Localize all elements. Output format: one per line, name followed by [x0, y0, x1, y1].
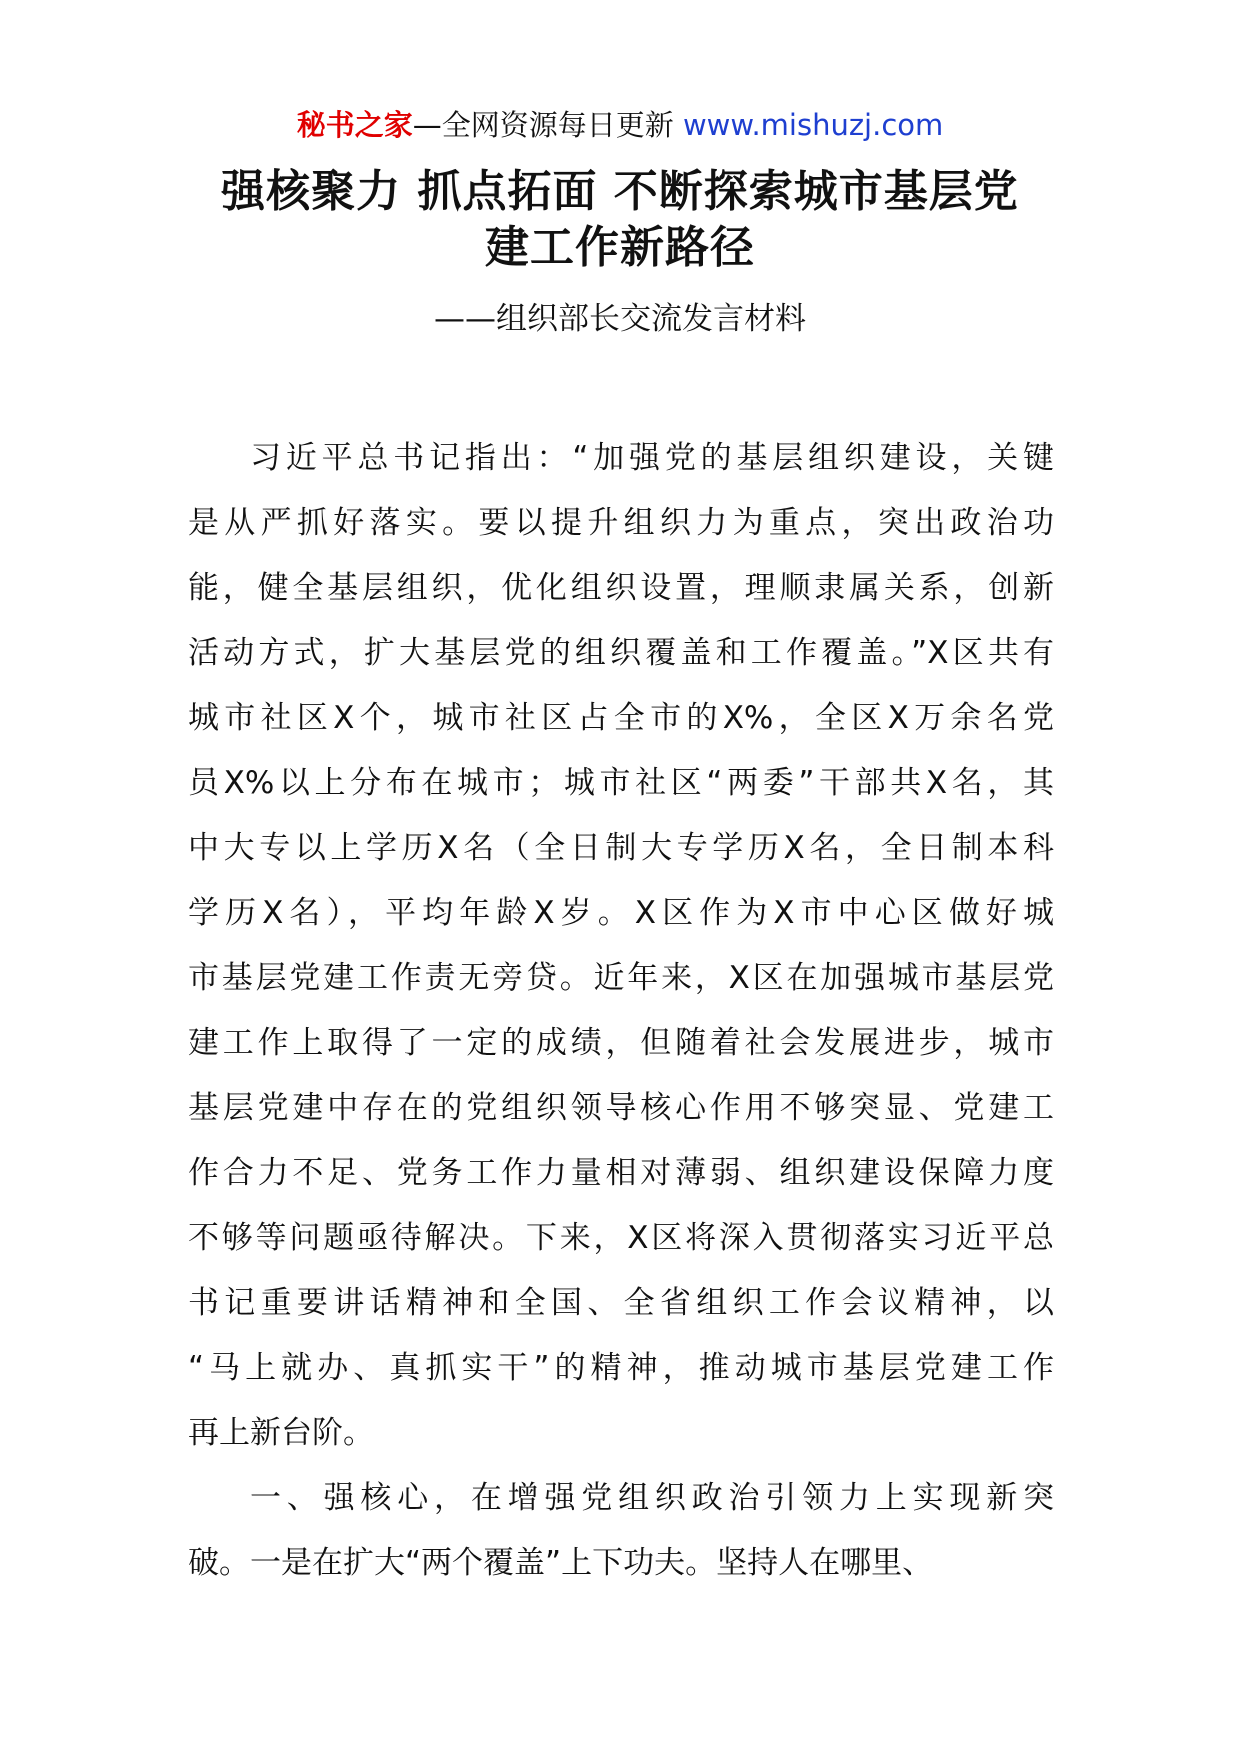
site-header [0, 100, 1240, 150]
site-url-link[interactable]: www.mishuzj.com [682, 108, 944, 142]
body-line: 习近平总书记指出：“加强党的基层组织建设，关键 [250, 440, 1054, 476]
body-line: 作合力不足、党务工作力量相对薄弱、组织建设保障力度 [188, 1155, 1054, 1191]
body-line: 城市社区X个，城市社区占全市的X%，全区X万余名党 [188, 700, 1054, 736]
body-line: “马上就办、真抓实干”的精神，推动城市基层党建工作 [188, 1350, 1054, 1386]
paragraph-intro [188, 426, 1054, 1466]
body-line: 学历X名），平均年龄X岁。X区作为X市中心区做好城 [188, 895, 1054, 931]
body-line: 是从严抓好落实。要以提升组织力为重点，突出政治功 [188, 505, 1054, 541]
document-title [0, 164, 1240, 276]
document-subtitle: ——组织部长交流发言材料 [434, 301, 806, 337]
brand-name: 秘书之家 [296, 108, 413, 142]
body-line: 基层党建中存在的党组织领导核心作用不够突显、党建工 [188, 1090, 1054, 1126]
body-line: 员X%以上分布在城市；城市社区“两委”干部共X名，其 [188, 765, 1054, 801]
paragraph-section-one [188, 1466, 1054, 1596]
body-line: 能，健全基层组织，优化组织设置，理顺隶属关系，创新 [188, 570, 1054, 606]
body-line: 不够等问题亟待解决。下来，X区将深入贯彻落实习近平总 [188, 1220, 1054, 1256]
body-line: 活动方式，扩大基层党的组织覆盖和工作覆盖。”X区共有 [188, 635, 1054, 671]
body-line: 再上新台阶。 [188, 1415, 374, 1451]
body-line: 建工作上取得了一定的成绩，但随着社会发展进步，城市 [188, 1025, 1054, 1061]
title-line-1: 强核聚力 抓点拓面 不断探索城市基层党 [221, 166, 1019, 217]
body-line: 市基层党建工作责无旁贷。近年来，X区在加强城市基层党 [188, 960, 1054, 996]
body-line: 中大专以上学历X名（全日制大专学历X名，全日制本科 [188, 830, 1054, 866]
document-body [188, 426, 1054, 1596]
body-line: 书记重要讲话精神和全国、全省组织工作会议精神，以 [188, 1285, 1054, 1321]
body-line: 破。一是在扩大“两个覆盖”上下功夫。坚持人在哪里、 [188, 1545, 934, 1581]
header-tagline: —全网资源每日更新 [412, 108, 674, 142]
title-line-2: 建工作新路径 [485, 222, 755, 273]
section-heading-line: 一、强核心，在增强党组织政治引领力上实现新突 [250, 1480, 1054, 1516]
